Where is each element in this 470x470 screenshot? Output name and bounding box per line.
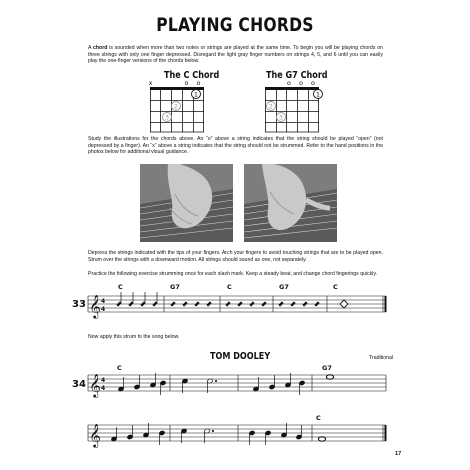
- svg-text:2: 2: [173, 102, 179, 111]
- page-title: PLAYING CHORDS: [156, 14, 314, 36]
- svg-text:1: 1: [315, 90, 321, 99]
- svg-text:4: 4: [101, 377, 106, 384]
- song-line1-chord-2: G7: [322, 364, 332, 372]
- depress-paragraph: Depress the strings indicated with the tips of your fingers. Arch your fingers to avoid touching strings that are to be played open. Strum over the strings with a downward motion. All strings should sound as one, not separately.: [88, 250, 383, 263]
- ex33-chord-4: G7: [279, 283, 289, 291]
- c-chord-string-3-symbol: o: [184, 79, 189, 87]
- study-paragraph: Study the illustrations for the chords above. An “o” above a string indicates that the string should be played “open” (not depressed by a finger). An “x” above a string indicates that the string should not be strummed. Refer to the hand positions in the photos below for additional visual guidance.: [88, 136, 383, 156]
- g7-chord-title: The G7 Chord: [266, 70, 328, 81]
- c-chord-string-6-symbol: x: [148, 79, 153, 87]
- c-chord-title: The C Chord: [164, 70, 220, 81]
- svg-text:1: 1: [193, 90, 199, 99]
- apply-paragraph: Now apply this strum to the song below.: [88, 334, 180, 340]
- svg-text:3: 3: [278, 113, 284, 122]
- intro-term: chord: [92, 45, 108, 51]
- svg-text:3: 3: [164, 113, 170, 122]
- g7-chord-string-4-symbol: o: [287, 79, 291, 87]
- practice-paragraph: Practice the following exercise strumming once for each slash mark. Keep a steady beat, and change chord fingerings quickly.: [88, 271, 378, 277]
- page-number: 17: [395, 451, 402, 457]
- ex33-chord-2: G7: [170, 283, 180, 291]
- ex33-chord-3: C: [227, 283, 232, 291]
- treble-clef-icon: 𝄞: [89, 373, 101, 397]
- svg-text:4: 4: [101, 298, 106, 305]
- g7-chord-string-2-symbol: o: [311, 79, 315, 87]
- song-line2-chord-1: C: [316, 414, 321, 422]
- song-title: TOM DOOLEY: [210, 351, 271, 362]
- exercise-34-number: 34: [72, 379, 86, 390]
- g7-chord-string-3-symbol: o: [299, 79, 303, 87]
- exercise-33-number: 33: [72, 299, 86, 310]
- treble-clef-icon: 𝄞: [89, 423, 101, 447]
- treble-clef-icon: 𝄞: [89, 294, 101, 318]
- song-line2-notes: [111, 423, 326, 445]
- intro-text-before: A: [88, 45, 93, 51]
- svg-text:4: 4: [101, 385, 106, 392]
- song-line1-chord-1: C: [117, 364, 122, 372]
- ex33-chord-1: C: [118, 283, 123, 291]
- ex33-chord-5: C: [333, 283, 338, 291]
- svg-text:4: 4: [101, 306, 106, 313]
- song-credit: Traditional: [369, 355, 394, 361]
- svg-text:2: 2: [268, 102, 274, 111]
- c-chord-string-1-symbol: o: [196, 79, 201, 87]
- intro-text-after: is sounded when more than two notes or strings are played at the same time. To begin you will be playing chords on three strings with only one finger depressed. Disregard the light gray finger numbers on strings 4, 5, and 6 until you can easily play the one-finger versions of the chords below.: [88, 45, 383, 65]
